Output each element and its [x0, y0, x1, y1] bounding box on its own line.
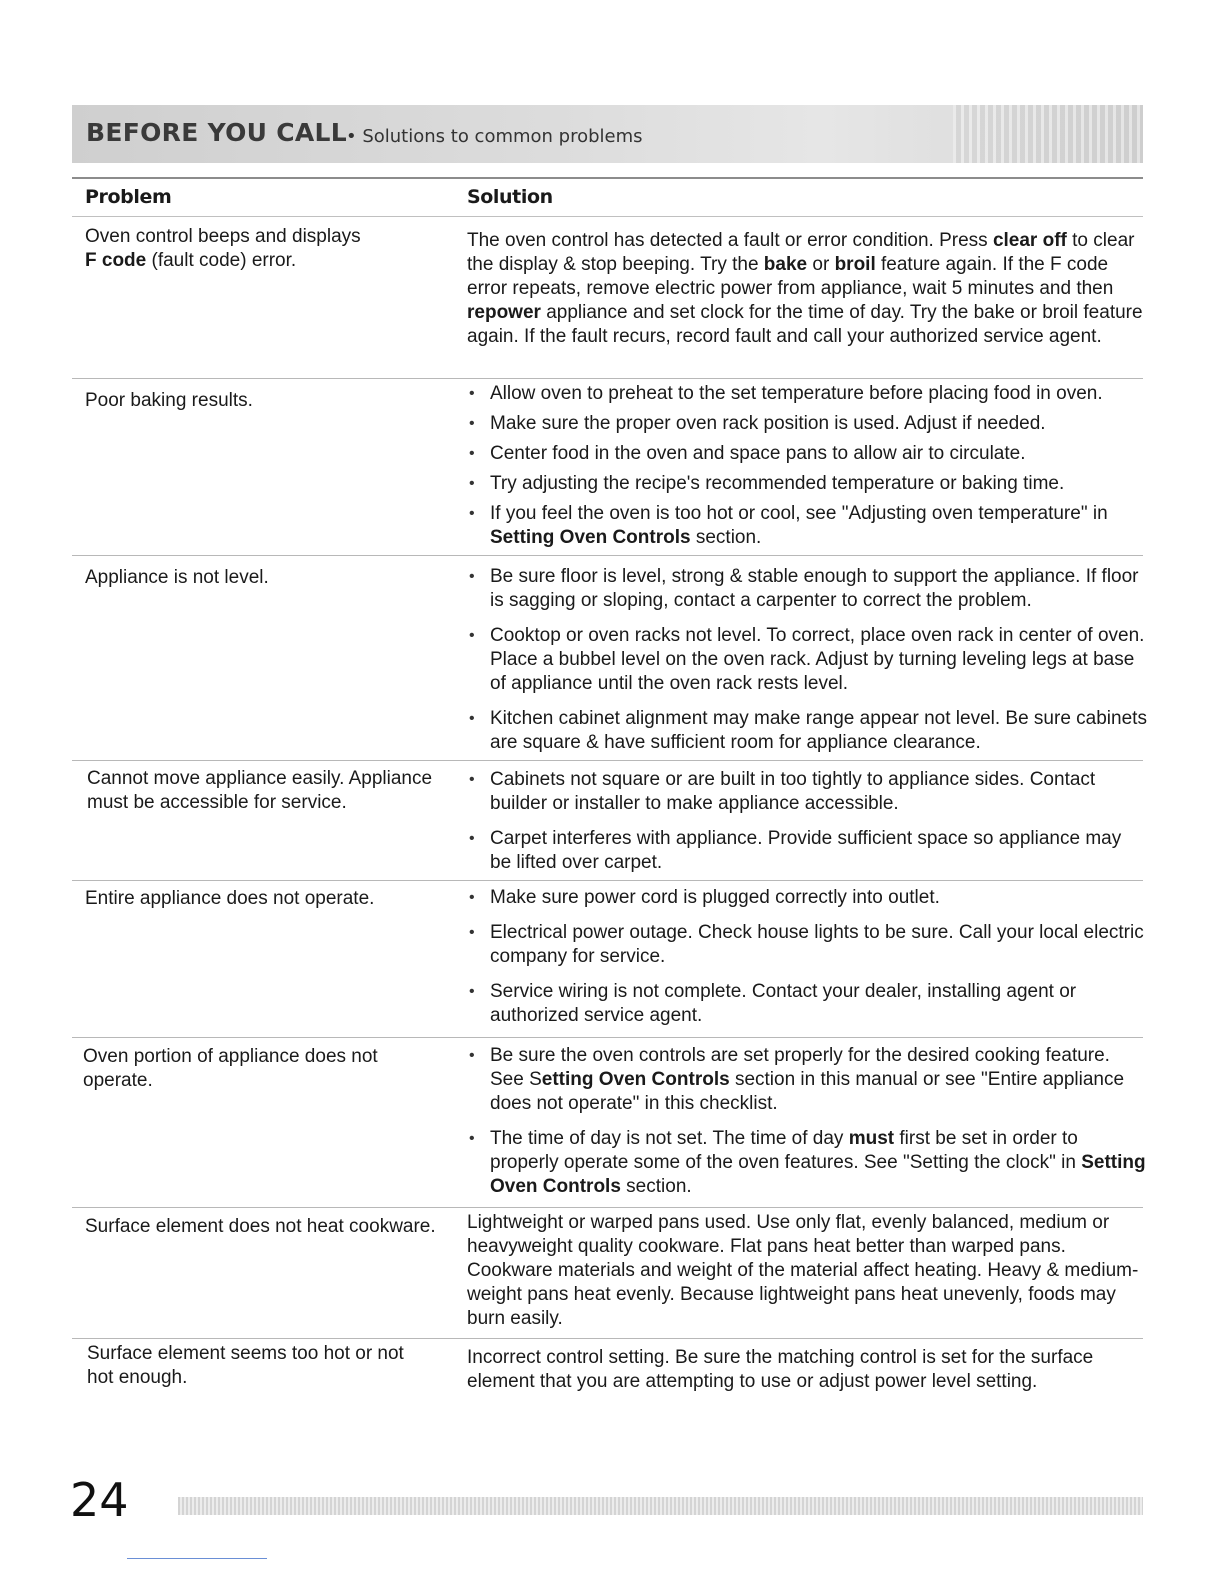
problem-f-code: Oven control beeps and displays F code (fault code) error.	[85, 226, 361, 271]
problem-poor-baking: Poor baking results.	[85, 390, 253, 411]
problem-cannot-move: Cannot move appliance easily. Appliance must be accessible for service.	[87, 768, 433, 813]
row-divider	[72, 378, 1143, 379]
footer-link-underline	[127, 1558, 267, 1559]
solution-not-level	[467, 565, 1147, 755]
solution-poor-baking	[467, 382, 1147, 550]
table-top-rule	[72, 177, 1143, 179]
list-item: • Kitchen cabinet alignment may make range appear not level. Be sure cabinets are square & have sufficient room for appliance clearance.	[467, 707, 1147, 755]
list-item: • Be sure the oven controls are set properly for the desired cooking feature. See Setting Oven Controls section in this manual or see "Entire appliance does not operate" in this checklist.	[467, 1044, 1147, 1116]
list-item: • Cabinets not square or are built in too tightly to appliance sides. Contact builder or installer to make appliance accessible.	[467, 768, 1147, 816]
column-header-problem: Problem	[85, 186, 172, 208]
list-item: • Cooktop or oven racks not level. To correct, place oven rack in center of oven. Place a bubbel level on the oven rack. Adjust by turning leveling legs at base of appliance until the oven rack rests level.	[467, 624, 1147, 696]
list-item: • Be sure floor is level, strong & stable enough to support the appliance. If floor is sagging or sloping, contact a carpenter to correct the problem.	[467, 565, 1147, 613]
list-item: • The time of day is not set. The time of day must first be set in order to properly operate some of the oven features. See "Setting the clock" in Setting Oven Controls section.	[467, 1127, 1147, 1199]
row-divider	[72, 1207, 1143, 1208]
header-rule	[72, 216, 1143, 217]
list-item: • Allow oven to preheat to the set temperature before placing food in oven.	[467, 382, 1147, 406]
row-divider	[72, 880, 1143, 881]
list-item: • Electrical power outage. Check house lights to be sure. Call your local electric company for service.	[467, 921, 1147, 969]
row-divider	[72, 1338, 1143, 1339]
list-item: • Service wiring is not complete. Contact your dealer, installing agent or authorized service agent.	[467, 980, 1147, 1028]
solution-surface-not-heat: Lightweight or warped pans used. Use only flat, evenly balanced, medium or heavyweight quality cookware. Flat pans heat better than warped pans. Cookware materials and weight of the material affect heating. Heavy & medium-weight pans heat evenly. Because lightweight pans heat unevenly, foods may burn easily.	[467, 1212, 1139, 1329]
section-subtitle: • Solutions to common problems	[346, 126, 643, 147]
solution-not-operate	[467, 886, 1147, 1028]
problem-not-level: Appliance is not level.	[85, 567, 269, 588]
list-item: • If you feel the oven is too hot or cool, see "Adjusting oven temperature" in Setting Oven Controls section.	[467, 502, 1147, 550]
problem-oven-portion: Oven portion of appliance does not operate.	[83, 1046, 378, 1091]
footer-band	[178, 1497, 1143, 1515]
row-divider	[72, 1037, 1143, 1038]
row-divider	[72, 555, 1143, 556]
list-item: • Try adjusting the recipe's recommended temperature or baking time.	[467, 472, 1147, 496]
list-item: • Make sure the proper oven rack position is used. Adjust if needed.	[467, 412, 1147, 436]
list-item: • Center food in the oven and space pans to allow air to circulate.	[467, 442, 1147, 466]
section-title: BEFORE YOU CALL	[86, 118, 348, 147]
solution-oven-portion	[467, 1044, 1147, 1199]
problem-surface-not-heat: Surface element does not heat cookware.	[85, 1216, 436, 1237]
list-item: • Make sure power cord is plugged correctly into outlet.	[467, 886, 1147, 910]
list-item: • Carpet interferes with appliance. Provide sufficient space so appliance may be lifted over carpet.	[467, 827, 1147, 875]
row-divider	[72, 760, 1143, 761]
solution-cannot-move	[467, 768, 1147, 875]
solution-f-code: The oven control has detected a fault or error condition. Press clear off to clear the display & stop beeping. Try the bake or broil feature again. If the F code error repeats, remove electric power from appliance, wait 5 minutes and then repower appliance and set clock for the time of day. Try the bake or broil feature again. If the fault recurs, record fault and call your authorized service agent.	[467, 230, 1143, 347]
solution-surface-too-hot: Incorrect control setting. Be sure the matching control is set for the surface element that you are attempting to use or adjust power level setting.	[467, 1347, 1094, 1392]
page-number: 24	[70, 1473, 129, 1527]
problem-not-operate: Entire appliance does not operate.	[85, 888, 375, 909]
problem-surface-too-hot: Surface element seems too hot or not hot enough.	[87, 1343, 404, 1388]
column-header-solution: Solution	[467, 186, 553, 208]
